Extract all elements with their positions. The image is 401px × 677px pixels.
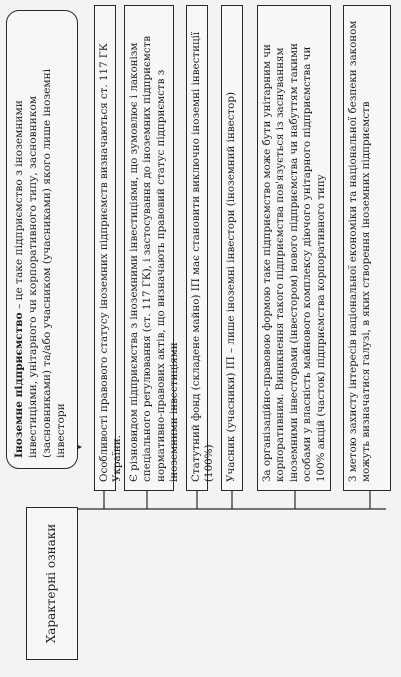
feature-box-6 [343,5,391,491]
feature-box-3 [186,5,216,491]
root-label: Характерні ознаки [44,523,59,644]
feature-box-1 [94,5,124,491]
feature-text-5: За організаційно-правовою формою таке підприємство може бути унітарним чи корпоративним. Виникнення такого підприємства пов'язується із заснуванням іноземними інвесторами (інвестором) нового підприємства чи набуттям такими особами у власність майнового комплексу діючого унітарного підприємства чи 100% акцій (часток) підприємства корпоративного типу [261,43,327,482]
definition-box [6,10,78,469]
feature-text-2: Є різновидом підприємства з іноземними інвестиціями, що зумовлює і лаконізм спеціального регулювання (ст. 117 ГК), і застосування до іноземних підприємств нормативно-правових актів, що визначають правовий статус підприємств з іноземними інвестиціями [128,35,181,482]
feature-box-4 [221,5,243,491]
feature-text-3: Статутний фонд (складене майно) ІП має становити виключно іноземні інвестиції (100%) [190,31,216,482]
root-box [26,507,78,660]
feature-text-1: Особливості правового статусу іноземних підприємств визначаються ст. 117 ГК України. [98,43,124,482]
feature-box-5 [257,5,331,491]
definition-term: Іноземне підприємство [13,312,25,458]
feature-box-2 [124,5,181,491]
feature-text-4: Учасник (учасники) ІП – лише іноземні інвестори (іноземний інвестор) [225,92,237,482]
feature-text-6: З метою захисту інтересів національної економіки та національної безпеки законом можуть визначатися галузі, в яких створення іноземних підприємств [347,20,373,482]
definition-text: – це таке підприємство з іноземними інвестиціями, унітарного чи корпоративного типу, засновником (засновниками) та/або учасником (учасниками) якого лише іноземні інвестори [13,68,67,458]
